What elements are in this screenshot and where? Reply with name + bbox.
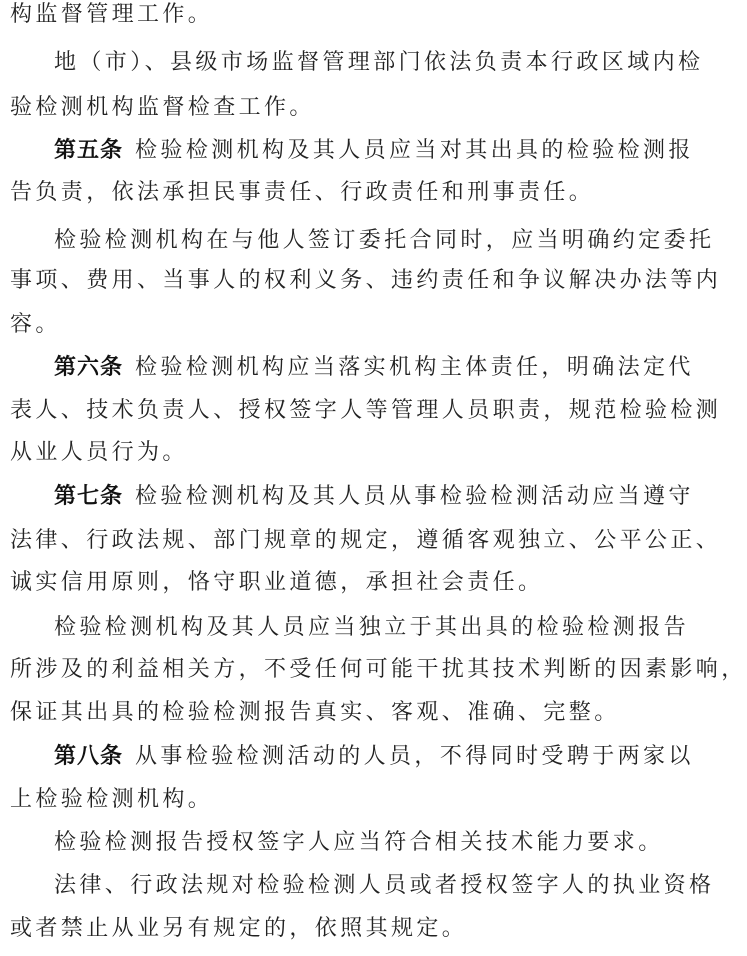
article-text: 从事检验检测活动的人员，不得同时受聘于两家以 — [135, 744, 694, 769]
article-label: 第六条 — [54, 355, 124, 380]
article-5-first-line — [54, 138, 694, 164]
article-6-first-line — [54, 355, 694, 381]
text-line: 构监督管理工作。 — [10, 2, 214, 27]
text-line: 法律、行政法规对检验检测人员或者授权签字人的执业资格 — [54, 873, 715, 898]
article-label: 第八条 — [54, 744, 124, 769]
text-line: 或者禁止从业另有规定的，依照其规定。 — [10, 916, 468, 941]
text-line: 诚实信用原则，恪守职业道德，承担社会责任。 — [10, 570, 544, 595]
text-line: 检验检测机构及其人员应当独立于其出具的检验检测报告 — [54, 615, 690, 640]
article-8-first-line — [54, 744, 694, 770]
text-line: 从业人员行为。 — [10, 440, 188, 465]
text-line: 容。 — [10, 312, 61, 337]
text-line: 检验检测机构在与他人签订委托合同时，应当明确约定委托 — [54, 228, 715, 253]
text-line: 保证其出具的检验检测报告真实、客观、准确、完整。 — [10, 700, 620, 725]
text-line: 验检测机构监督检查工作。 — [10, 95, 315, 120]
text-line: 上检验检测机构。 — [10, 787, 214, 812]
text-line: 检验检测报告授权签字人应当符合相关技术能力要求。 — [54, 830, 664, 855]
text-line: 地（市）、县级市场监督管理部门依法负责本行政区域内检 — [54, 50, 704, 75]
text-line: 告负责，依法承担民事责任、行政责任和刑事责任。 — [10, 180, 595, 205]
text-line: 法律、行政法规、部门规章的规定，遵循客观独立、公平公正、 — [10, 528, 722, 553]
article-label: 第五条 — [54, 138, 124, 163]
text-line: 所涉及的利益相关方，不受任何可能干扰其技术判断的因素影响， — [10, 657, 747, 682]
article-text: 检验检测机构及其人员应当对其出具的检验检测报 — [135, 138, 694, 163]
text-line: 事项、费用、当事人的权利义务、违约责任和争议解决办法等内 — [10, 268, 722, 293]
text-line: 表人、技术负责人、授权签字人等管理人员职责，规范检验检测 — [10, 398, 722, 423]
article-7-first-line — [54, 484, 694, 510]
article-text: 检验检测机构应当落实机构主体责任，明确法定代 — [135, 355, 694, 380]
article-text: 检验检测机构及其人员从事检验检测活动应当遵守 — [135, 484, 694, 509]
article-label: 第七条 — [54, 484, 124, 509]
